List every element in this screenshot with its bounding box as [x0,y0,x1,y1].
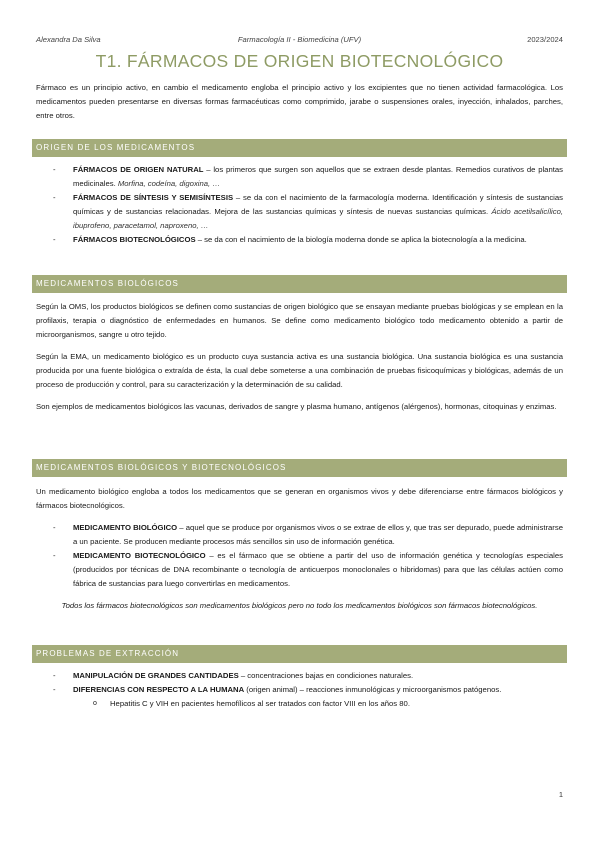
intro-paragraph [36,81,563,123]
header-author: Alexandra Da Silva [36,35,101,44]
item-title: DIFERENCIAS CON RESPECTO A LA HUMANA [73,685,245,694]
bullet: - [53,685,56,694]
section-extraccion [36,669,563,711]
bullet: - [53,523,56,532]
item-title: MANIPULACIÓN DE GRANDES CANTIDADES [73,671,239,680]
ema-paragraph: Según la EMA, un medicamento biológico es un producto cuya sustancia activa es una sustancia biológica. Una sustancia biológica es una sustancia producida por una fuente biológica o extraída de ésta, la cual debe someterse a una combinación de pruebas fisicoquímicas y biológicas, además de un proceso de producción y control, para su caracterización y la determinación de su calidad. [36,352,563,389]
list-item: - MEDICAMENTO BIOLÓGICO – aquel que se produce por organismos vivos o se extrae de ellos y, que tras ser depurado, puede administrarse a un paciente. Se producen mediante procesos más sencillos sin uso de información genética. [53,523,563,546]
oms-paragraph: Según la OMS, los productos biológicos se definen como sustancias de origen biológico que se ensayan mediante pruebas biológicas y se emplean en la profilaxis, terapia o diagnóstico de enfermedades en humanos. Se define como medicamento biológico todo medicamento obtenido a partir de microorganismos, sangre u otro tejido. [36,302,563,339]
header-course: Farmacología II - Biomedicina (UFV) [237,35,362,44]
extraccion-list [36,669,563,697]
item-examples: Morfina, codeína, digoxina, … [117,179,221,188]
intro-text: es un principio activo, en cambio el medicamento engloba el principio activo y los excipientes que no tienen actividad farmacológica. Los medicamentos pueden presentarse en diversas formas farmacéuticas como comprimido, jarabe o suspensiones orales, inyección, inhalados, parches, entre otros. [36,83,563,120]
bio-biotec-list [36,521,563,591]
page-header [36,35,563,47]
bullet: - [53,193,56,202]
item-title: FÁRMACOS DE SÍNTESIS Y SEMISÍNTESIS [73,193,234,202]
sub-list-item: o Hepatitis C y VIH en pacientes hemofílicos al ser tratados con factor VIII en los años 80. [36,697,563,711]
bullet: - [53,235,56,244]
section-heading-extraccion: PROBLEMAS DE EXTRACCIÓN [32,645,567,663]
bullet: - [53,671,56,680]
item-title: MEDICAMENTO BIOTECNOLÓGICO [73,551,206,560]
bullet: - [53,165,56,174]
intro-term: Fármaco [36,83,67,92]
bio-biotec-paragraph: Un medicamento biológico engloba a todos los medicamentos que se generan en organismos vivos y debe diferenciarse entre fármacos biológicos y fármacos biotecnológicos. [36,487,563,510]
item-title: FÁRMACOS DE ORIGEN NATURAL [73,165,204,174]
italic-note: Todos los fármacos biotecnológicos son medicamentos biológicos pero no todo los medicamentos biológicos son fármacos biotecnológicos. [61,601,538,610]
list-item: - MEDICAMENTO BIOTECNOLÓGICO – es el fármaco que se obtiene a partir del uso de información genética y tecnologías especiales (producidos por técnicas de DNA recombinante o tecnología de anticuerpos monoclonales o hibridomas) para que las células actúen como fábrica de sustancias para luego convertirlas en medicamentos. [53,551,563,588]
item-title: MEDICAMENTO BIOLÓGICO [73,523,178,532]
section-heading-biologicos: MEDICAMENTOS BIOLÓGICOS [32,275,567,293]
intro-section [36,81,563,123]
list-item: - FÁRMACOS DE ORIGEN NATURAL – los primeros que surgen son aquellos que se extraen desde plantas. Remedios curativos de plantas medicinales. Morfina, codeína, digoxina, … [53,165,563,188]
list-item: - MANIPULACIÓN DE GRANDES CANTIDADES – concentraciones bajas en condiciones naturales. [36,669,563,683]
section-biologicos [36,300,563,414]
section-heading-origen: ORIGEN DE LOS MEDICAMENTOS [32,139,567,157]
examples-paragraph: Son ejemplos de medicamentos biológicos las vacunas, derivados de sangre y plasma humano, antígenos (alérgenos), hormonas, citoquinas y enzimas. [36,402,557,411]
item-title: FÁRMACOS BIOTECNOLÓGICOS [73,235,196,244]
extraccion-sublist [36,697,563,711]
list-item: - DIFERENCIAS CON RESPECTO A LA HUMANA (origen animal) – reacciones inmunológicas y microorganismos patógenos. [36,683,563,697]
section-heading-bio-biotec: MEDICAMENTOS BIOLÓGICOS Y BIOTECNOLÓGICOS [32,459,567,477]
header-year: 2023/2024 [527,35,563,44]
section-origen [36,163,563,247]
sub-bullet: o [93,700,97,707]
list-item: - FÁRMACOS BIOTECNOLÓGICOS – se da con el nacimiento de la biología moderna donde se aplica la biotecnología a la medicina. [36,233,563,247]
bullet: - [53,551,56,560]
page-number: 1 [558,790,563,799]
section-bio-biotec [36,485,563,613]
origen-list [36,163,563,247]
list-item: - FÁRMACOS DE SÍNTESIS Y SEMISÍNTESIS – se da con el nacimiento de la farmacología moderna. Identificación y síntesis de sustancias químicas y de sustancias relacionadas. Mejora de las sustancias químicas y síntesis de nuevas sustancias químicas. Ácido acetilsalicílico, ibuprofeno, paracetamol, naproxeno, … [53,193,564,230]
page-title: T1. FÁRMACOS DE ORIGEN BIOTECNOLÓGICO [95,51,504,71]
item-examples: Ácido acetilsalicílico, ibuprofeno, paracetamol, naproxeno, … [73,207,563,230]
